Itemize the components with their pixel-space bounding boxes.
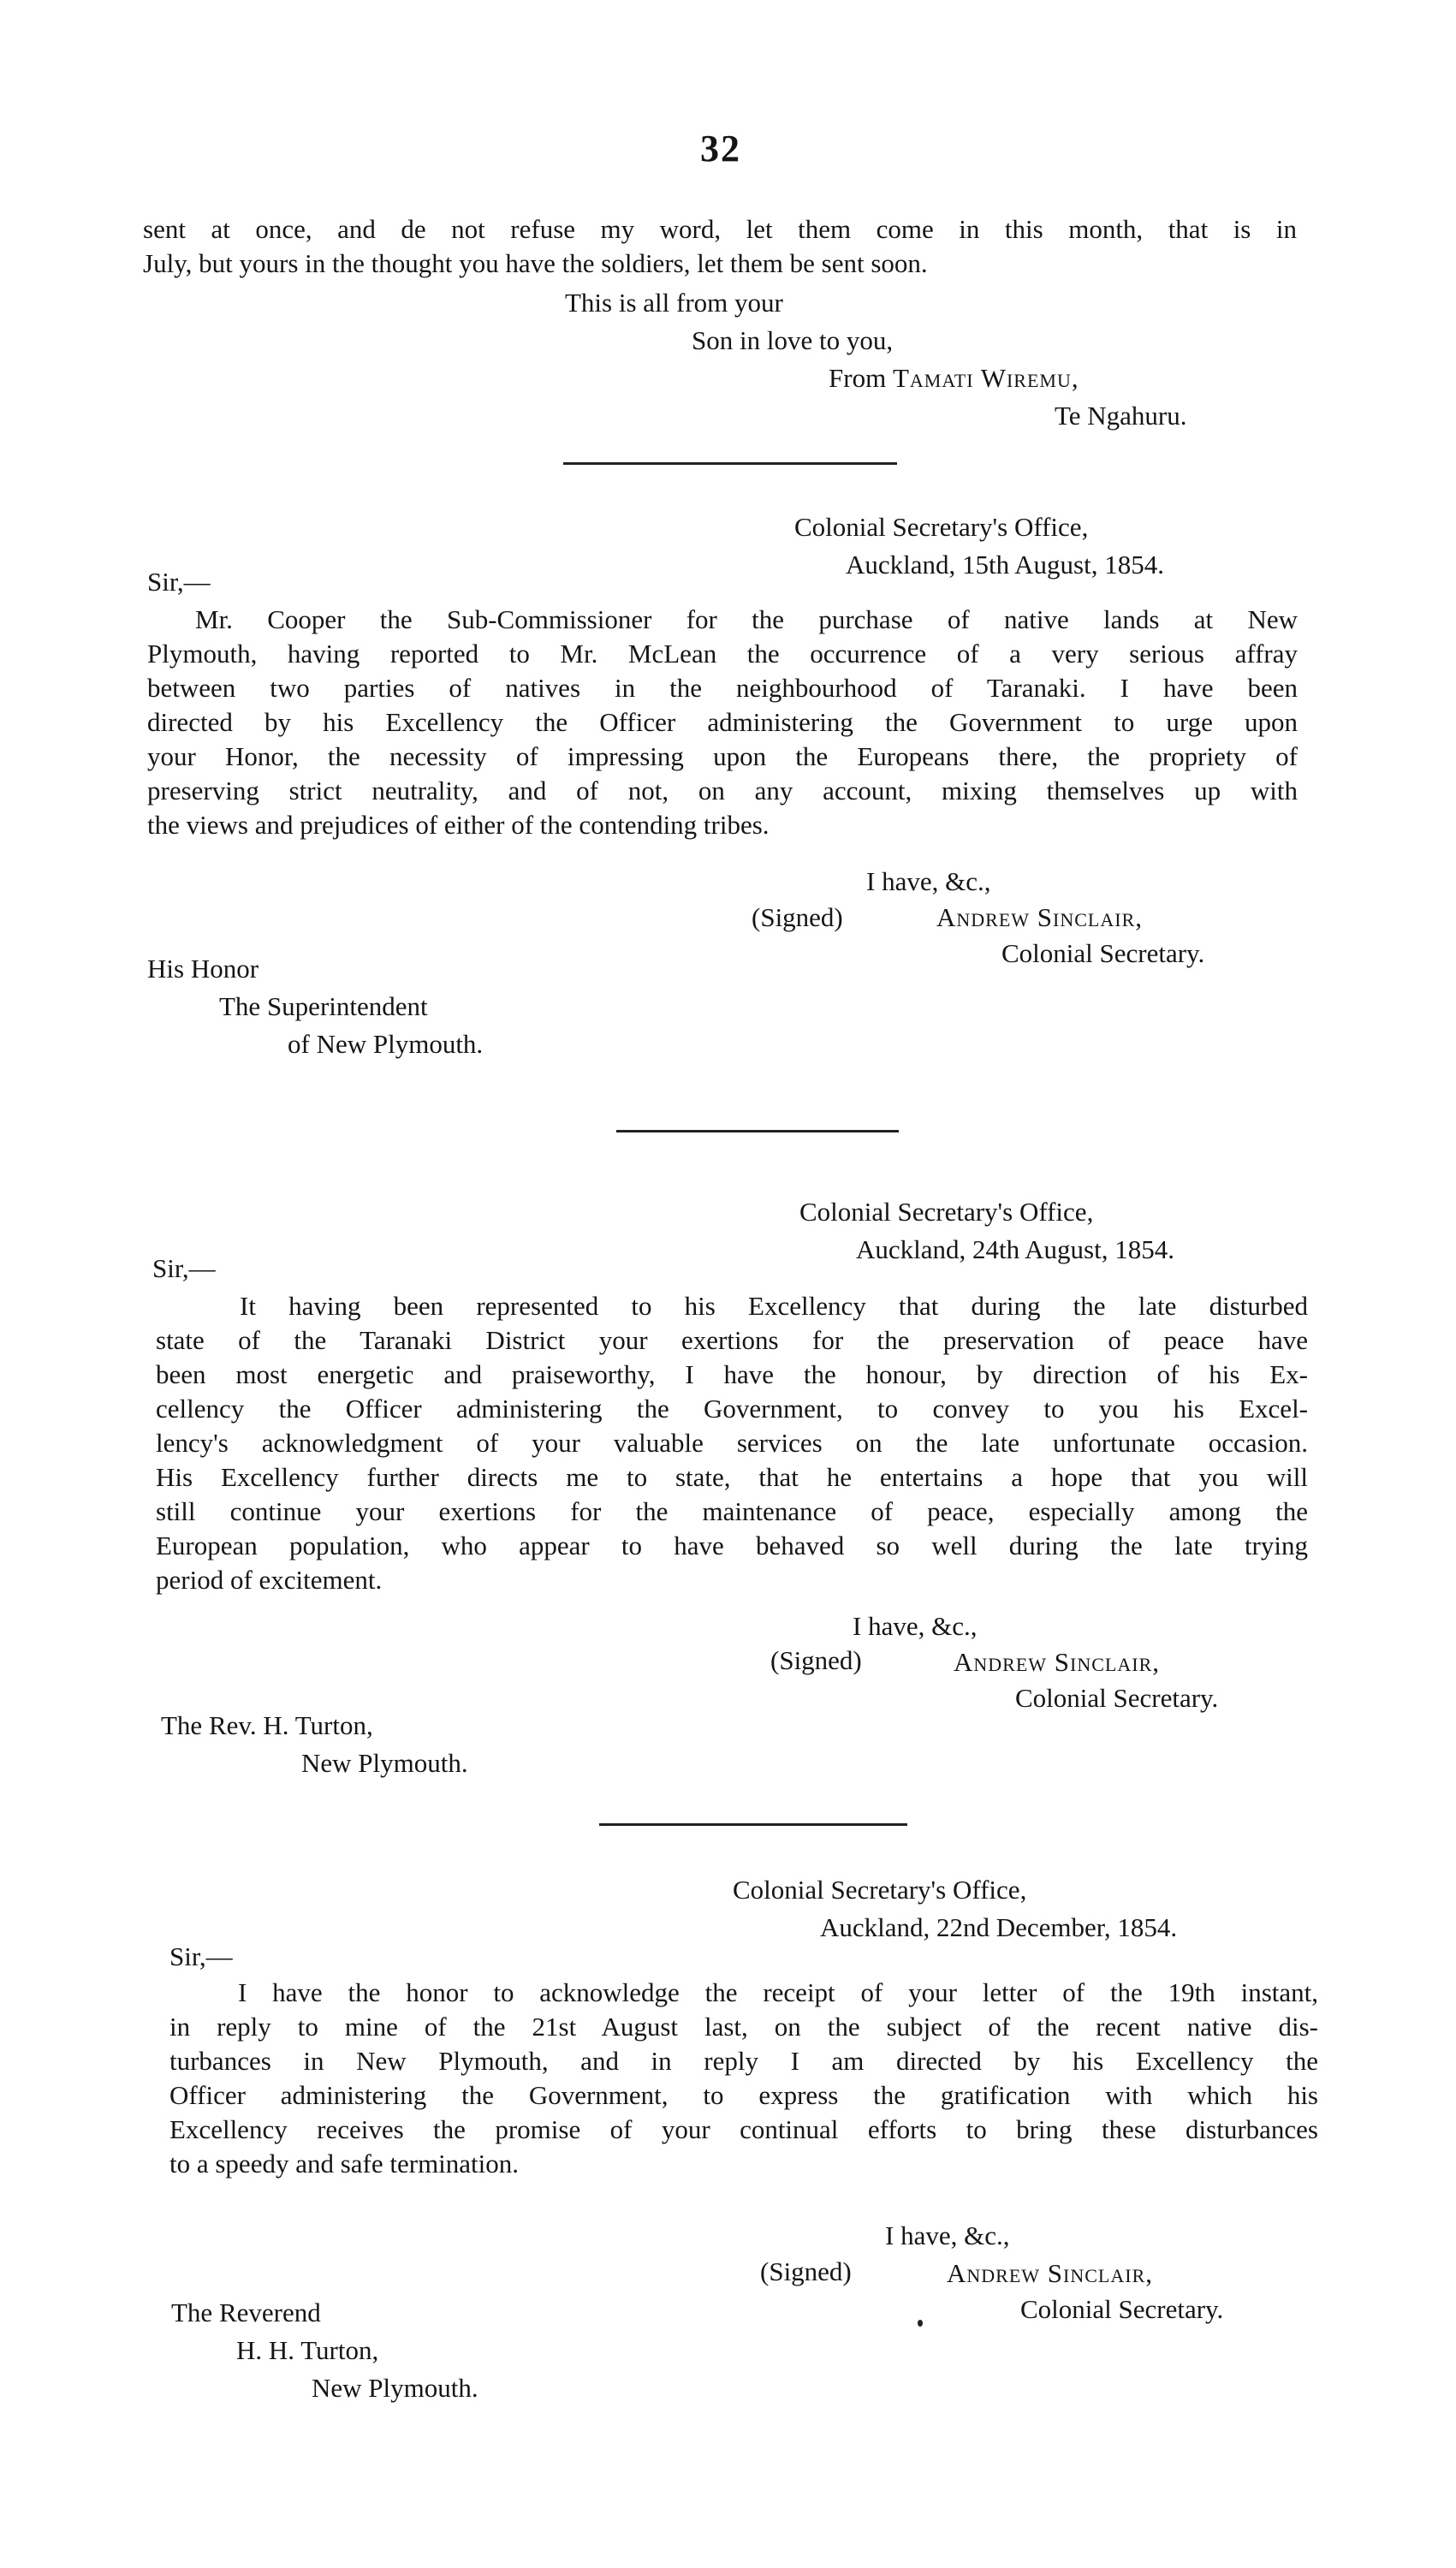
section-divider bbox=[616, 1130, 899, 1132]
letter3-ihave: I have, &c., bbox=[853, 1611, 978, 1641]
letter4-line: Officer administering the Government, to express the gratification with which his bbox=[169, 2080, 1318, 2110]
letter4-line: in reply to mine of the 21st August last, on the subject of the recent native dis- bbox=[169, 2012, 1318, 2042]
letter3-title: Colonial Secretary. bbox=[1015, 1683, 1219, 1713]
letter4-ihave: I have, &c., bbox=[885, 2220, 1010, 2250]
section-divider bbox=[599, 1823, 907, 1826]
ink-speck bbox=[918, 2320, 923, 2327]
letter3-line: It having been represented to his Excellency that during the late disturbed bbox=[240, 1291, 1308, 1321]
letter2-signer: Andrew Sinclair, bbox=[936, 902, 1143, 932]
letter2-body bbox=[147, 603, 1298, 842]
letter2-line: directed by his Excellency the Officer administering the Government to urge upon bbox=[147, 707, 1298, 737]
letter3-line: period of excitement. bbox=[156, 1565, 383, 1595]
letter1-line: July, but yours in the thought you have the soldiers, let them be sent soon. bbox=[143, 248, 928, 278]
letter3-line: still continue your exertions for the maintenance of peace, especially among the bbox=[156, 1496, 1308, 1526]
letter3-line: His Excellency further directs me to state, that he entertains a hope that you will bbox=[156, 1462, 1308, 1492]
letter3-date: Auckland, 24th August, 1854. bbox=[856, 1234, 1174, 1264]
letter2-ihave: I have, &c., bbox=[866, 866, 991, 896]
letter3-signed: (Signed) bbox=[770, 1645, 862, 1675]
section-divider bbox=[563, 462, 897, 465]
letter3-address: New Plymouth. bbox=[301, 1748, 468, 1778]
from-label: From bbox=[829, 363, 887, 393]
letter2-address: The Superintendent bbox=[219, 991, 428, 1021]
letter3-address: The Rev. H. Turton, bbox=[161, 1710, 373, 1740]
letter4-line: to a speedy and safe termination. bbox=[169, 2149, 520, 2179]
letter2-line: the views and prejudices of either of the contending tribes. bbox=[147, 810, 770, 840]
letter3-line: state of the Taranaki District your exertions for the preservation of peace have bbox=[156, 1325, 1308, 1355]
letter3-salutation: Sir,— bbox=[152, 1253, 216, 1283]
letter4-date: Auckland, 22nd December, 1854. bbox=[820, 1912, 1178, 1942]
letter4-address: The Reverend bbox=[171, 2298, 321, 2327]
letter2-office: Colonial Secretary's Office, bbox=[794, 512, 1089, 542]
letter2-address: of New Plymouth. bbox=[288, 1029, 484, 1059]
letter2-address: His Honor bbox=[147, 954, 259, 984]
letter2-salutation: Sir,— bbox=[147, 567, 211, 597]
letter1-place: Te Ngahuru. bbox=[1055, 401, 1187, 431]
letter1-closing: Son in love to you, bbox=[692, 325, 894, 355]
letter3-body bbox=[156, 1289, 1308, 1597]
letter2-line: preserving strict neutrality, and of not, on any account, mixing themselves up with bbox=[147, 776, 1298, 805]
letter4-body bbox=[169, 1976, 1318, 2181]
letter2-line: Mr. Cooper the Sub-Commissioner for the purchase of native lands at New bbox=[195, 604, 1298, 634]
letter4-line: turbances in New Plymouth, and in reply I am directed by his Excellency the bbox=[169, 2046, 1318, 2076]
letter2-title: Colonial Secretary. bbox=[1001, 938, 1205, 968]
letter2-line: between two parties of natives in the neighbourhood of Taranaki. I have been bbox=[147, 673, 1298, 703]
letter4-signed: (Signed) bbox=[760, 2256, 852, 2286]
letter3-line: European population, who appear to have behaved so well during the late trying bbox=[156, 1531, 1308, 1560]
letter2-signed: (Signed) bbox=[752, 902, 843, 932]
letter4-salutation: Sir,— bbox=[169, 1941, 233, 1971]
letter2-line: your Honor, the necessity of impressing upon the Europeans there, the propriety of bbox=[147, 741, 1298, 771]
letter1-signature bbox=[829, 361, 1079, 395]
letter1-line: sent at once, and de not refuse my word, let them come in this month, that is in bbox=[143, 214, 1297, 244]
letter1-body bbox=[143, 212, 1297, 281]
letter4-office: Colonial Secretary's Office, bbox=[733, 1875, 1027, 1905]
letter4-line: Excellency receives the promise of your continual efforts to bring these disturbances bbox=[169, 2114, 1318, 2144]
page-number: 32 bbox=[700, 128, 741, 169]
letter3-line: been most energetic and praiseworthy, I have the honour, by direction of his Ex- bbox=[156, 1359, 1308, 1389]
letter3-signer: Andrew Sinclair, bbox=[954, 1647, 1160, 1677]
letter4-title: Colonial Secretary. bbox=[1020, 2294, 1224, 2324]
letter4-signer: Andrew Sinclair, bbox=[947, 2258, 1153, 2288]
letter3-office: Colonial Secretary's Office, bbox=[799, 1197, 1094, 1227]
letter2-line: Plymouth, having reported to Mr. McLean the occurrence of a very serious affray bbox=[147, 639, 1298, 669]
letter4-line: I have the honor to acknowledge the receipt of your letter of the 19th instant, bbox=[238, 1977, 1318, 2007]
letter3-line: cellency the Officer administering the Government, to convey to you his Excel- bbox=[156, 1394, 1308, 1424]
letter4-address: New Plymouth. bbox=[312, 2373, 478, 2403]
letter3-line: lency's acknowledgment of your valuable services on the late unfortunate occasion. bbox=[156, 1428, 1308, 1458]
signer-name: Tamati Wiremu, bbox=[892, 363, 1079, 393]
letter2-date: Auckland, 15th August, 1854. bbox=[846, 550, 1164, 580]
letter4-address: H. H. Turton, bbox=[236, 2335, 379, 2365]
letter1-closing: This is all from your bbox=[565, 288, 783, 318]
